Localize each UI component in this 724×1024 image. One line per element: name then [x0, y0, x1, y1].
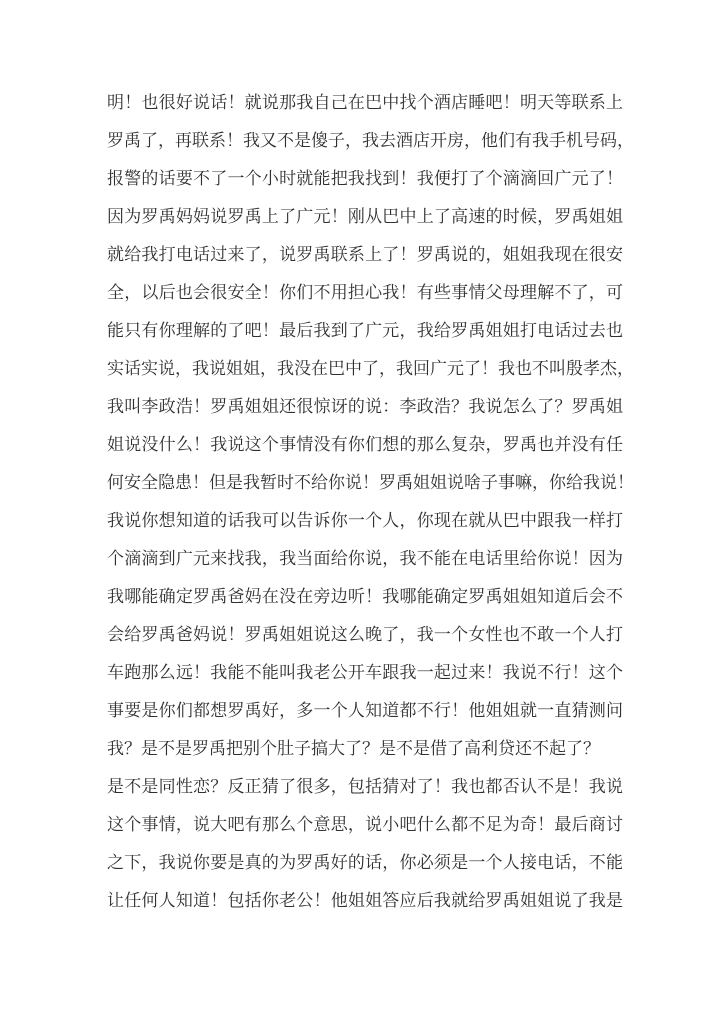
document-body-text: [107, 84, 634, 920]
text-line: 我？是不是罗禹把别个肚子搞大了？是不是借了高利贷还不起了？: [107, 739, 600, 758]
text-line: 会给罗禹爸妈说！罗禹姐姐说这么晚了，我一个女性也不敢一个人打: [107, 625, 623, 644]
text-line: 我叫李政浩！罗禹姐姐还很惊讶的说：李政浩？我说怎么了？罗禹姐: [107, 397, 623, 416]
text-line: 让任何人知道！包括你老公！他姐姐答应后我就给罗禹姐姐说了我是: [107, 891, 623, 910]
text-line: 全，以后也会很安全！你们不用担心我！有些事情父母理解不了，可: [107, 283, 623, 302]
text-line: 事要是你们都想罗禹好，多一个人知道都不行！他姐姐就一直猜测问: [107, 701, 623, 720]
text-line: 因为罗禹妈妈说罗禹上了广元！刚从巴中上了高速的时候，罗禹姐姐: [107, 207, 623, 226]
text-line: 是不是同性恋？反正猜了很多，包括猜对了！我也都否认不是！我说: [107, 777, 623, 796]
text-line: 罗禹了，再联系！我又不是傻子，我去酒店开房，他们有我手机号码，: [107, 131, 634, 150]
text-line: 之下，我说你要是真的为罗禹好的话，你必须是一个人接电话，不能: [107, 853, 623, 872]
text-line: 我哪能确定罗禹爸妈在没在旁边听！我哪能确定罗禹姐姐知道后会不: [107, 587, 623, 606]
text-line: 报警的话要不了一个小时就能把我找到！我便打了个滴滴回广元了！: [107, 169, 623, 188]
text-line: 个滴滴到广元来找我，我当面给你说，我不能在电话里给你说！因为: [107, 549, 623, 568]
text-line: 能只有你理解的了吧！最后我到了广元，我给罗禹姐姐打电话过去也: [107, 321, 623, 340]
text-line: 姐说没什么！我说这个事情没有你们想的那么复杂，罗禹也并没有任: [107, 435, 623, 454]
text-line: 我说你想知道的话我可以告诉你一个人，你现在就从巴中跟我一样打: [107, 511, 623, 530]
text-line: 车跑那么远！我能不能叫我老公开车跟我一起过来！我说不行！这个: [107, 663, 623, 682]
text-line: 这个事情，说大吧有那么个意思，说小吧什么都不足为奇！最后商讨: [107, 815, 623, 834]
text-line: 明！也很好说话！就说那我自己在巴中找个酒店睡吧！明天等联系上: [107, 93, 623, 112]
text-line: 实话实说，我说姐姐，我没在巴中了，我回广元了！我也不叫殷孝杰，: [107, 359, 634, 378]
text-line: 就给我打电话过来了，说罗禹联系上了！罗禹说的，姐姐我现在很安: [107, 245, 623, 264]
text-line: 何安全隐患！但是我暂时不给你说！罗禹姐姐说啥子事嘛，你给我说！: [107, 473, 634, 492]
